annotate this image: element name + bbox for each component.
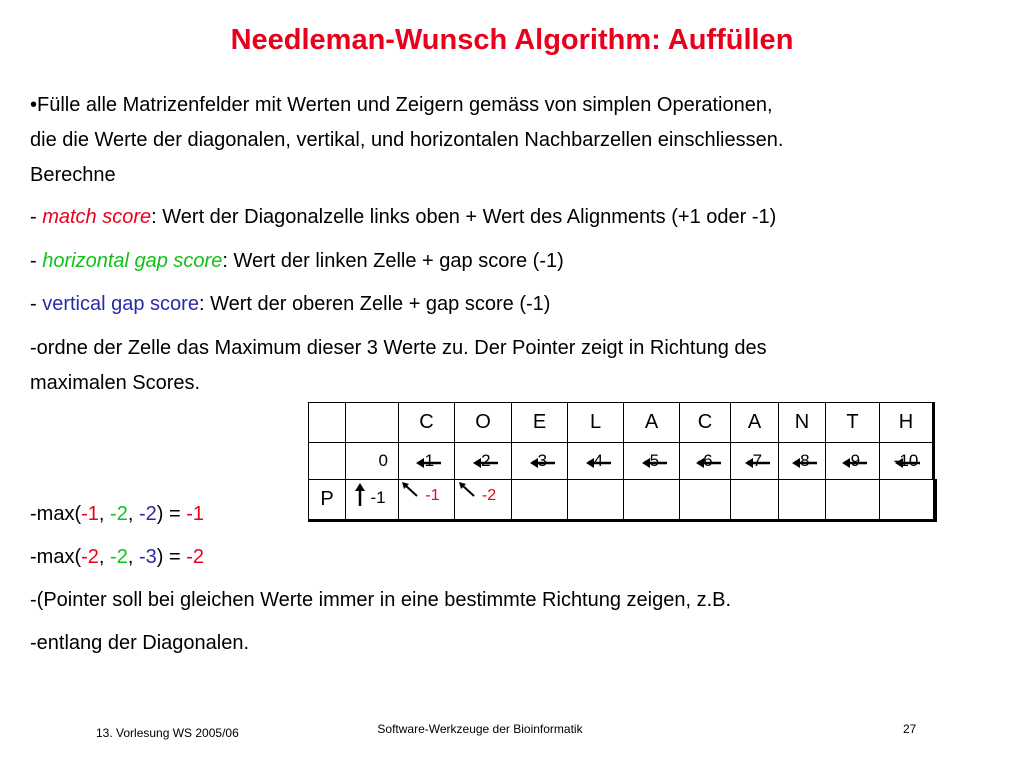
diagonal-arrow-icon: [401, 482, 419, 498]
slide-title: Needleman-Wunsch Algorithm: Auffüllen: [230, 24, 794, 56]
footer-title: Software-Werkzeuge der Bioinformatik: [377, 722, 583, 736]
column-header: H: [880, 403, 934, 443]
matrix-cell: -6: [680, 443, 731, 480]
column-header: L: [568, 403, 624, 443]
order-line-2: maximalen Scores.: [30, 372, 201, 394]
intro-paragraph: [30, 88, 1005, 193]
bullet-dash: -: [30, 206, 43, 228]
corner-cell: [309, 403, 346, 443]
diagonal-arrow-icon: [458, 482, 476, 498]
column-header: C: [399, 403, 455, 443]
order-paragraph: [30, 331, 1005, 401]
corner-cell: [346, 403, 399, 443]
matrix-cell: -1: [399, 480, 455, 521]
diagonal-note: -entlang der Diagonalen.: [30, 632, 250, 654]
vertical-gap-line: [30, 287, 1005, 322]
page-number: 27: [903, 722, 917, 736]
bullet-dash: -: [30, 250, 43, 272]
matrix-cell: -7: [731, 443, 779, 480]
row-label: P: [309, 480, 346, 521]
footer-course: 13. Vorlesung WS 2005/06: [96, 726, 239, 740]
horizontal-gap-line: [30, 244, 1005, 279]
max-expression-2: -max(-2, -2, -3) = -2: [30, 546, 204, 568]
vertical-gap-description: : Wert der oberen Zelle + gap score (-1): [198, 293, 551, 315]
column-header: C: [680, 403, 731, 443]
matrix-cell: -1: [399, 443, 455, 480]
match-score-description: : Wert der Diagonalzelle links oben + Wert des Alignments (+1 oder -1): [151, 206, 777, 228]
match-score-line: [30, 200, 1005, 235]
horizontal-gap-description: : Wert der linken Zelle + gap score (-1): [222, 250, 564, 272]
max-expression-1: -max(-1, -2, -2) = -1: [30, 503, 204, 525]
intro-line-3: Berechne: [30, 164, 116, 186]
matrix-cell: -10: [880, 443, 934, 480]
column-header: T: [826, 403, 880, 443]
matrix-cell: -2: [455, 443, 512, 480]
row-label-empty: [309, 443, 346, 480]
intro-line-2: die die Werte der diagonalen, vertikal, und horizontalen Nachbarzellen einschliessen.: [30, 129, 784, 151]
matrix-cell: -5: [624, 443, 680, 480]
column-header: O: [455, 403, 512, 443]
matrix-cell: -3: [512, 443, 568, 480]
intro-line-1: •Fülle alle Matrizenfelder mit Werten und Zeigern gemäss von simplen Operationen,: [30, 94, 773, 116]
matrix-cell: -2: [455, 480, 512, 521]
match-score-term: match score: [42, 206, 152, 228]
vertical-gap-term: vertical gap score: [42, 293, 199, 315]
order-line-1: -ordne der Zelle das Maximum dieser 3 Werte zu. Der Pointer zeigt in Richtung des: [30, 337, 767, 359]
matrix-cell: 0: [346, 443, 399, 480]
matrix-cell: -1: [346, 480, 399, 521]
matrix-cell: -8: [779, 443, 826, 480]
matrix-cell: -4: [568, 443, 624, 480]
horizontal-gap-term: horizontal gap score: [42, 250, 223, 272]
up-arrow-icon: [354, 483, 366, 507]
column-header: N: [779, 403, 826, 443]
column-header: A: [731, 403, 779, 443]
matrix-header-row: [309, 403, 936, 443]
matrix-cell: -9: [826, 443, 880, 480]
column-header: A: [624, 403, 680, 443]
column-header: E: [512, 403, 568, 443]
pointer-note: -(Pointer soll bei gleichen Werte immer in eine bestimmte Richtung zeigen, z.B.: [30, 589, 732, 611]
matrix-row-0: [309, 443, 936, 480]
bullet-dash: -: [30, 293, 43, 315]
